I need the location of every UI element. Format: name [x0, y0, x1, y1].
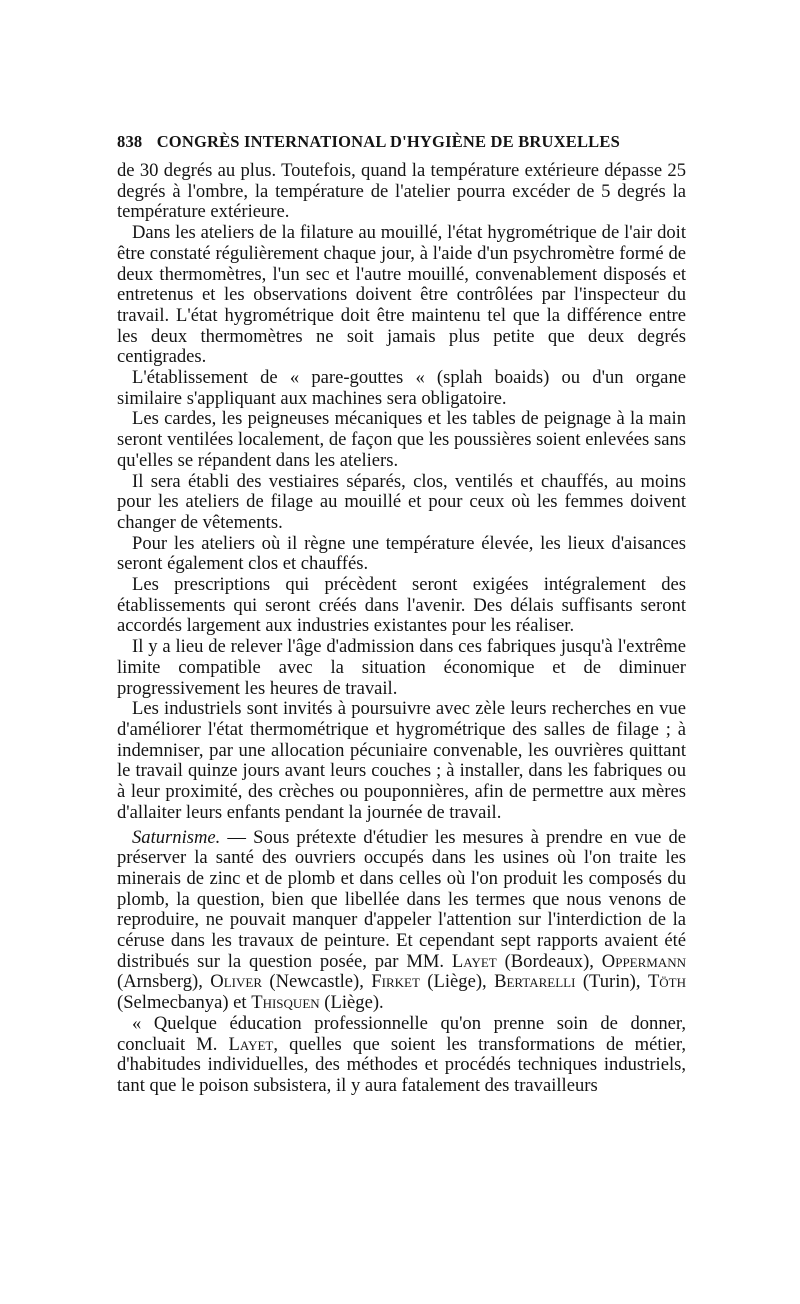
- author-name: Layet: [451, 950, 497, 972]
- paragraph-industriels: Les industriels sont invités à poursuivre avec zèle leurs recherches en vue d'améliorer l'état thermométrique et hygrométrique des salles de filage ; à indemniser, par une allocation pécuniaire convenable, les ouvrières quittant le travail quinze jours avant leurs couches ; à installer, dans les fabriques ou à leur proximité, des crèches ou pouponnières, afin de permettre aux mères d'allaiter leurs enfants pendant la journée de travail.: [117, 698, 686, 823]
- page-header: [117, 132, 686, 156]
- running-title: CONGRÈS INTERNATIONAL D'HYGIÈNE DE BRUXELLES: [156, 132, 620, 151]
- section-heading-saturnisme: Saturnisme.: [132, 826, 221, 848]
- paragraph-hygrometry: Dans les ateliers de la filature au mouillé, l'état hygrométrique de l'air doit être constaté régulièrement chaque jour, à l'aide d'un psychromètre formé de deux thermomètres, l'un sec et l'autre mouillé, convenablement disposés et entretenus et les observations doivent être contrôlées par l'inspecteur du travail. L'état hygrométrique doit être maintenu tel que la différence entre les deux thermomètres ne soit jamais plus petite que deux degrés centigrades.: [117, 222, 686, 368]
- paragraph-prescriptions: Les prescriptions qui précèdent seront exigées intégralement des établissements qui seront créés dans l'avenir. Des délais suffisants seront accordés largement aux industries existantes pour les réaliser.: [117, 574, 686, 637]
- author-name: Firket: [371, 971, 420, 993]
- paragraph-age-admission: Il y a lieu de relever l'âge d'admission dans ces fabriques jusqu'à l'extrême limite compatible avec la situation économique et de diminuer progressivement les heures de travail.: [117, 636, 686, 699]
- paragraph-cardes: Les cardes, les peigneuses mécaniques et les tables de peignage à la main seront ventilées localement, de façon que les poussières soient enlevées sans qu'elles se répandent dans les ateliers.: [117, 408, 686, 471]
- paragraph-pare-gouttes: L'établissement de « pare-gouttes « (splah boaids) ou d'un organe similaire s'appliquant aux machines sera obligatoire.: [117, 367, 686, 409]
- paragraph-saturnisme: Saturnisme. — Sous prétexte d'étudier les mesures à prendre en vue de préserver la santé des ouvriers occupés dans les usines où l'on traite les minerais de zinc et de plomb et dans celles où l'on produit les composés du plomb, la question, bien que libellée dans les termes que nous venons de reproduire, ne pouvait manquer d'appeler l'attention sur l'interdiction de la céruse dans les travaux de peinture. Et cependant sept rapports avaient été distribués sur la question posée, par MM. Layet (Bordeaux), Oppermann (Arnsberg), Oliver (Newcastle), Firket (Liège), Bertarelli (Turin), Töth (Selmecbanya) et Thisquen (Liège).: [117, 826, 687, 1014]
- author-name: Bertarelli: [494, 971, 576, 993]
- author-name: Oliver: [210, 971, 262, 993]
- page-number: 838: [117, 132, 143, 151]
- paragraph-vestiaires: Il sera établi des vestiaires séparés, clos, ventilés et chauffés, au moins pour les ateliers de filage au mouillé et pour ceux où les femmes doivent changer de vêtements.: [117, 470, 686, 533]
- paragraph-lieux-aisances: Pour les ateliers où il règne une température élevée, les lieux d'aisances seront également clos et chauffés.: [117, 532, 686, 575]
- body-text: [117, 161, 686, 1097]
- author-name: Layet: [228, 1033, 274, 1055]
- paragraph-quote: « Quelque éducation professionnelle qu'on prenne soin de donner, concluait M. Layet, quelles que soient les transformations de métier, d'habitudes individuelles, des méthodes et procédés techniques industriels, tant que le poison subsistera, il y aura fatalement des travailleurs: [117, 1012, 687, 1096]
- paragraph-temperature: de 30 degrés au plus. Toutefois, quand la température extérieure dépasse 25 degrés à l'ombre, la température de l'atelier pourra excéder de 5 degrés la température extérieure.: [117, 160, 686, 223]
- author-name: Thisquen: [251, 992, 320, 1014]
- author-name: Oppermann: [601, 950, 687, 972]
- author-name: Töth: [647, 971, 687, 993]
